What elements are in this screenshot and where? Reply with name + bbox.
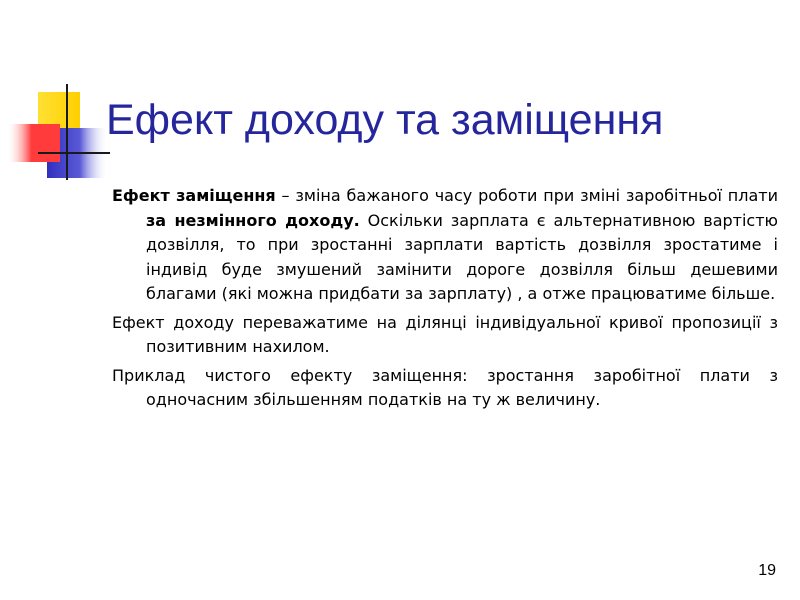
definition-text: – зміна бажаного часу роботи при зміні заробітньої плати bbox=[275, 186, 778, 205]
slide-body bbox=[112, 184, 778, 417]
paragraph-pure-substitution-example: Приклад чистого ефекту заміщення: зростання заробітної плати з одночасним збільшенням податків на ту ж величину. bbox=[112, 365, 778, 409]
red-square bbox=[8, 124, 60, 162]
paragraph-income-effect: Ефект доходу переважатиме на ділянці індивідуальної кривої пропозиції з позитивним нахилом. bbox=[112, 312, 778, 356]
slide-title: Ефект доходу та заміщення bbox=[106, 96, 664, 144]
emphasis-constant-income: за незмінного доходу. bbox=[146, 210, 360, 230]
explanation-text: Оскільки зарплата є альтернативною вартістю дозвілля, то при зростанні зарплати вартість дозвілля зростатиме і індивід буде змушений замінити дороге дозвілля більш дешевими благами (які можна придбати за зарплату) , а отже працюватиме більше. bbox=[146, 210, 779, 303]
term-substitution-effect: Ефект заміщення bbox=[112, 186, 276, 205]
page-number: 19 bbox=[758, 562, 776, 579]
paragraph-substitution-effect bbox=[112, 184, 778, 307]
